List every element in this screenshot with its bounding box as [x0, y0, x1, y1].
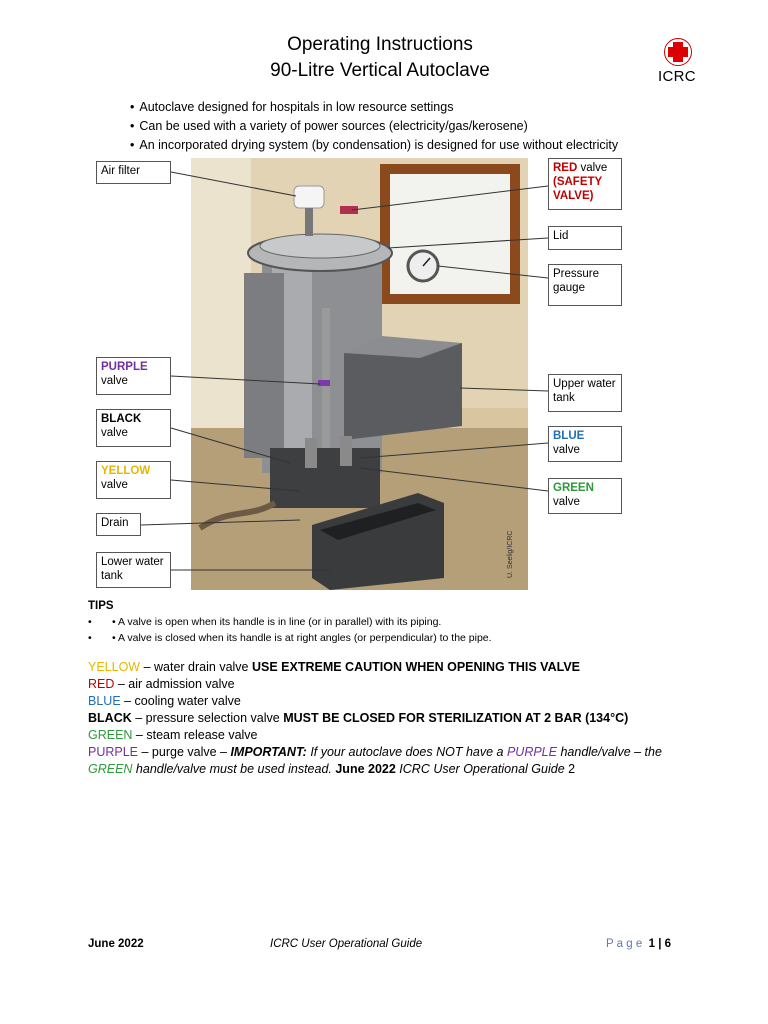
legend-red: RED – air admission valve	[88, 677, 235, 691]
label-air-filter: Air filter	[96, 161, 171, 184]
icrc-logo	[658, 38, 698, 85]
label-drain: Drain	[96, 513, 141, 536]
label-lid: Lid	[548, 226, 622, 250]
footer-page-number: P a g e 1 | 6	[606, 938, 672, 950]
legend-black: BLACK – pressure selection valve MUST BE CLOSED FOR STERILIZATION AT 2 BAR (134°C)	[88, 711, 629, 725]
tips-list	[88, 614, 492, 646]
label-pressure-gauge: Pressure gauge	[548, 264, 622, 306]
intro-bullet: • An incorporated drying system (by condensation) is designed for use without electricity	[130, 136, 618, 155]
label-red-valve: RED valve (SAFETY VALVE)	[548, 158, 622, 210]
legend-yellow: YELLOW – water drain valve USE EXTREME CAUTION WHEN OPENING THIS VALVE	[88, 660, 581, 674]
autoclave-figure	[0, 158, 768, 593]
label-purple-valve: PURPLE valve	[96, 357, 171, 395]
document-title: Operating Instructions	[287, 34, 473, 55]
photo-credit: U. Seelig/ICRC	[507, 530, 514, 578]
label-upper-water-tank: Upper water tank	[548, 374, 622, 412]
label-yellow-valve: YELLOW valve	[96, 461, 171, 499]
intro-bullet: • Autoclave designed for hospitals in low resource settings	[130, 98, 618, 117]
footer-date: June 2022	[88, 938, 144, 950]
intro-bullet: • Can be used with a variety of power sources (electricity/gas/kerosene)	[130, 117, 618, 136]
label-blue-valve: BLUE valve	[548, 426, 622, 462]
label-green-valve: GREEN valve	[548, 478, 622, 514]
tip-item: • • A valve is open when its handle is in line (or in parallel) with its piping.	[88, 616, 442, 628]
legend-purple: PURPLE – purge valve – IMPORTANT: If your autoclave does NOT have a PURPLE handle/valve – the GREEN handle/valve must be used instead. June 2022 ICRC User Operational Guide 2	[88, 745, 662, 776]
label-lower-water-tank: Lower water tank	[96, 552, 171, 588]
footer-guide: ICRC User Operational Guide	[270, 938, 423, 950]
tips-heading: TIPS	[88, 600, 114, 612]
red-cross-emblem-icon	[664, 38, 692, 66]
document-subtitle: 90-Litre Vertical Autoclave	[270, 60, 490, 81]
label-black-valve: BLACK valve	[96, 409, 171, 447]
intro-bullet-list	[130, 98, 618, 155]
legend-green: GREEN – steam release valve	[88, 728, 258, 742]
logo-text: ICRC	[658, 68, 696, 85]
tip-item: • • A valve is closed when its handle is at right angles (or perpendicular) to the pipe.	[88, 632, 492, 644]
legend-blue: BLUE – cooling water valve	[88, 694, 241, 708]
